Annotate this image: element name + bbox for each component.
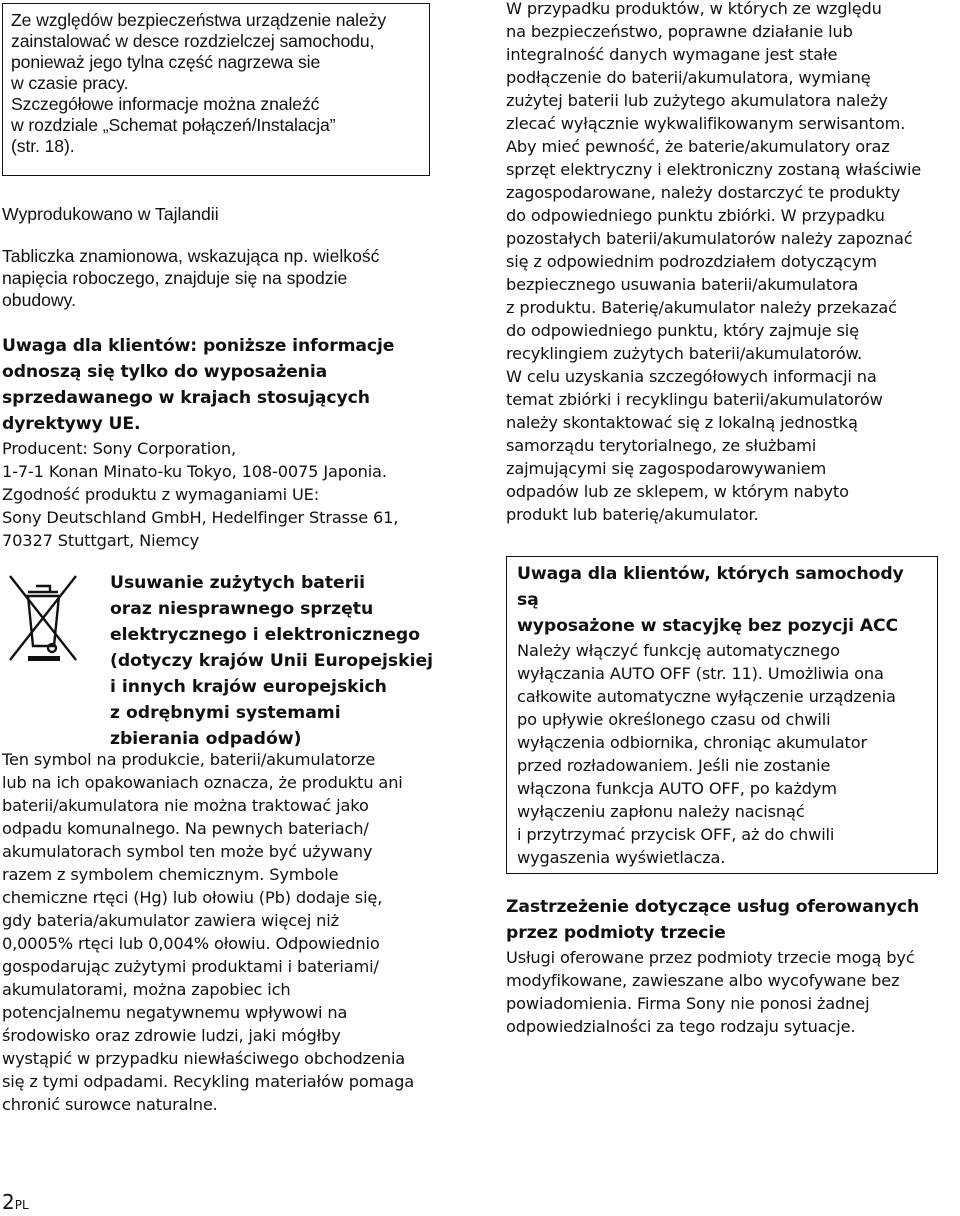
acc-notice-box — [506, 556, 938, 874]
eu-notice-heading: Uwaga dla klientów: poniższe informacje odnoszą się tylko do wyposażenia sprzedawanego w krajach stosujących dyrektywy UE. — [2, 336, 395, 434]
acc-notice-heading: Uwaga dla klientów, których samochody są wyposażone w stacyjkę bez pozycji ACC — [517, 564, 904, 636]
weee-body: Ten symbol na produkcie, baterii/akumulatorze lub na ich opakowaniach oznacza, że produktu ani baterii/akumulatora nie można traktować jako odpadu komunalnego. Na pewnych bateriach/ akumulatorach symbol ten może być używany razem z symbolem chemicznym. Symbole chemiczne rtęci (Hg) lub ołowiu (Pb) dodaje się, gdy bateria/akumulator zawiera więcej niż 0,0005% rtęci lub 0,004% ołowiu. Odpowiednio gospodarując zużytymi produktami i bateriami/ akumulatorami, można zapobiec ich potencjalnemu negatywnemu wpływowi na środowisko oraz zdrowie ludzi, jaki mógłby wystąpić w przypadku niewłaściwego obchodzenia się z tymi odpadami. Recykling materiałów pomaga chronić surowce naturalne. — [2, 750, 414, 1114]
right-column — [506, 0, 958, 1038]
made-in-text: Wyprodukowano w Tajlandii — [2, 204, 219, 224]
installation-warning-text: Ze względów bezpieczeństwa urządzenie należy zainstalować w desce rozdzielczej samochodu, ponieważ jego tylna część nagrzewa sie w czasie pracy. Szczegółowe informacje można znaleźć w rozdziale „Schemat połączeń/Instalacja” (str. 18). — [11, 10, 387, 156]
eu-notice-body: Producent: Sony Corporation, 1-7-1 Konan Minato-ku Tokyo, 108-0075 Japonia. Zgodność produktu z wymaganiami UE: Sony Deutschland GmbH, Hedelfinger Strasse 61, 70327 Stuttgart, Niemcy — [2, 439, 399, 550]
installation-warning-box — [2, 3, 430, 176]
weee-heading: Usuwanie zużytych baterii oraz niesprawnego sprzętu elektrycznego i elektronicznego (dotyczy krajów Unii Europejskiej i innych krajów europejskich z odrębnymi systemami zbierania odpadów) — [110, 573, 434, 749]
third-party-body: Usługi oferowane przez podmioty trzecie mogą być modyfikowane, zawieszane albo wycofywane bez powiadomienia. Firma Sony nie ponosi żadnej odpowiedzialności za tego rodzaju sytuacje. — [506, 948, 915, 1036]
page-number-value: 2 — [2, 1190, 15, 1214]
page-number — [2, 1190, 29, 1214]
page-language-code: PL — [14, 1198, 29, 1212]
third-party-heading: Zastrzeżenie dotyczące usług oferowanych przez podmioty trzecie — [506, 897, 920, 943]
rating-label-note: Tabliczka znamionowa, wskazująca np. wielkość napięcia roboczego, znajduje się na spodzie obudowy. — [2, 246, 380, 310]
left-column — [2, 0, 450, 550]
acc-notice-body: Należy włączyć funkcję automatycznego wyłączania AUTO OFF (str. 11). Umożliwia ona całkowite automatyczne wyłączenie urządzenia po upływie określonego czasu od chwili wyłączenia odbiornika, chroniąc akumulator przed rozładowaniem. Jeśli nie zostanie włączona funkcja AUTO OFF, po każdym wyłączeniu zapłonu należy nacisnąć i przytrzymać przycisk OFF, aż do chwili wygaszenia wyświetlacza. — [517, 641, 896, 867]
crossed-out-wheeled-bin-icon — [8, 570, 78, 665]
battery-replacement-text: W przypadku produktów, w których ze względu na bezpieczeństwo, poprawne działanie lub integralność danych wymagane jest stałe podłączenie do baterii/akumulatora, wymianę zużytej baterii lub zużytego akumulatora należy zlecać wyłącznie wykwalifikowanym serwisantom. Aby mieć pewność, że baterie/akumulatory oraz sprzęt elektryczny i elektroniczny zostaną właściwie zagospodarowane, należy dostarczyć te produkty do odpowiedniego punktu zbiórki. W przypadku pozostałych baterii/akumulatorów należy zapoznać się z odpowiednim podrozdziałem dotyczącym bezpiecznego usuwania baterii/akumulatora z produktu. Baterię/akumulator należy przekazać do odpowiedniego punktu, który zajmuje się recyklingiem zużytych baterii/akumulatorów. W celu uzyskania szczegółowych informacji na temat zbiórki i recyklingu baterii/akumulatorów należy skontaktować się z lokalną jednostką samorządu terytorialnego, ze służbami zajmującymi się zagospodarowywaniem odpadów lub ze sklepem, w którym nabyto produkt lub baterię/akumulator. — [506, 0, 922, 524]
